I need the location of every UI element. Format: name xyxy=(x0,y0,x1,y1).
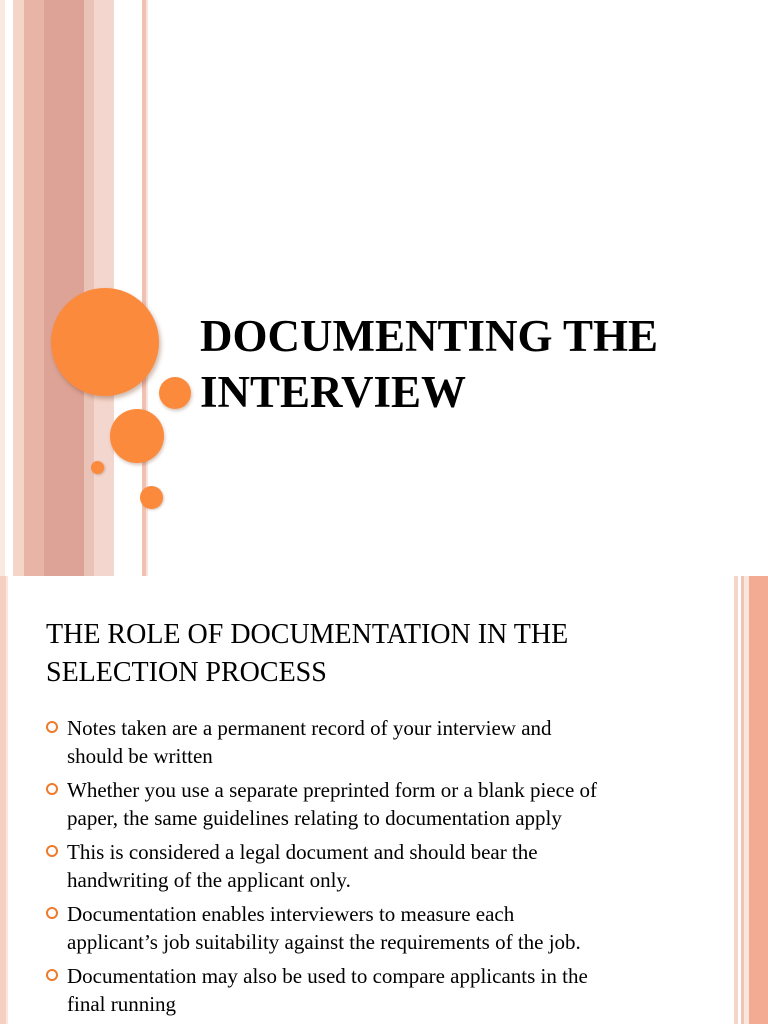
list-item xyxy=(46,838,686,894)
decorative-band xyxy=(6,576,8,1024)
list-item xyxy=(46,962,686,1018)
decorative-circle-large xyxy=(51,288,159,396)
decorative-circle-tiny xyxy=(91,461,104,474)
list-item xyxy=(46,714,686,770)
bullet-text: applicant’s job suitability against the requirements of the job. xyxy=(67,930,581,954)
decorative-band xyxy=(0,0,5,576)
decorative-band xyxy=(734,576,738,1024)
decorative-circle-small xyxy=(159,377,191,409)
list-item xyxy=(46,776,686,832)
decorative-band xyxy=(44,0,84,576)
slide-heading-line: THE ROLE OF DOCUMENTATION IN THE xyxy=(46,619,569,650)
decorative-circle-small xyxy=(140,486,163,509)
bullet-text: Notes taken are a permanent record of your interview and xyxy=(67,716,552,740)
content-slide xyxy=(0,576,768,1024)
bullet-text: final running xyxy=(67,992,177,1016)
hollow-circle-bullet-icon xyxy=(46,783,58,795)
decorative-band xyxy=(84,0,94,576)
bullet-text: paper, the same guidelines relating to documentation apply xyxy=(67,806,562,830)
decorative-band xyxy=(24,0,44,576)
bullet-list xyxy=(46,714,686,1024)
decorative-band xyxy=(13,0,24,576)
slide-heading xyxy=(46,616,706,692)
decorative-circle-medium xyxy=(110,409,164,463)
bullet-text: This is considered a legal document and should bear the xyxy=(67,840,538,864)
bullet-text: should be written xyxy=(67,744,213,768)
decorative-band xyxy=(749,576,768,1024)
bullet-text: handwriting of the applicant only. xyxy=(67,868,351,892)
bullet-text: Documentation may also be used to compare applicants in the xyxy=(67,964,588,988)
bullet-text: Documentation enables interviewers to measure each xyxy=(67,902,515,926)
slide-title-line: INTERVIEW xyxy=(200,367,466,417)
bullet-text: Whether you use a separate preprinted form or a blank piece of xyxy=(67,778,598,802)
hollow-circle-bullet-icon xyxy=(46,969,58,981)
slide-heading-line: SELECTION PROCESS xyxy=(46,657,327,688)
slide-title xyxy=(200,308,740,420)
hollow-circle-bullet-icon xyxy=(46,845,58,857)
hollow-circle-bullet-icon xyxy=(46,907,58,919)
hollow-circle-bullet-icon xyxy=(46,721,58,733)
list-item xyxy=(46,900,686,956)
slide-title-line: DOCUMENTING THE xyxy=(200,311,658,361)
